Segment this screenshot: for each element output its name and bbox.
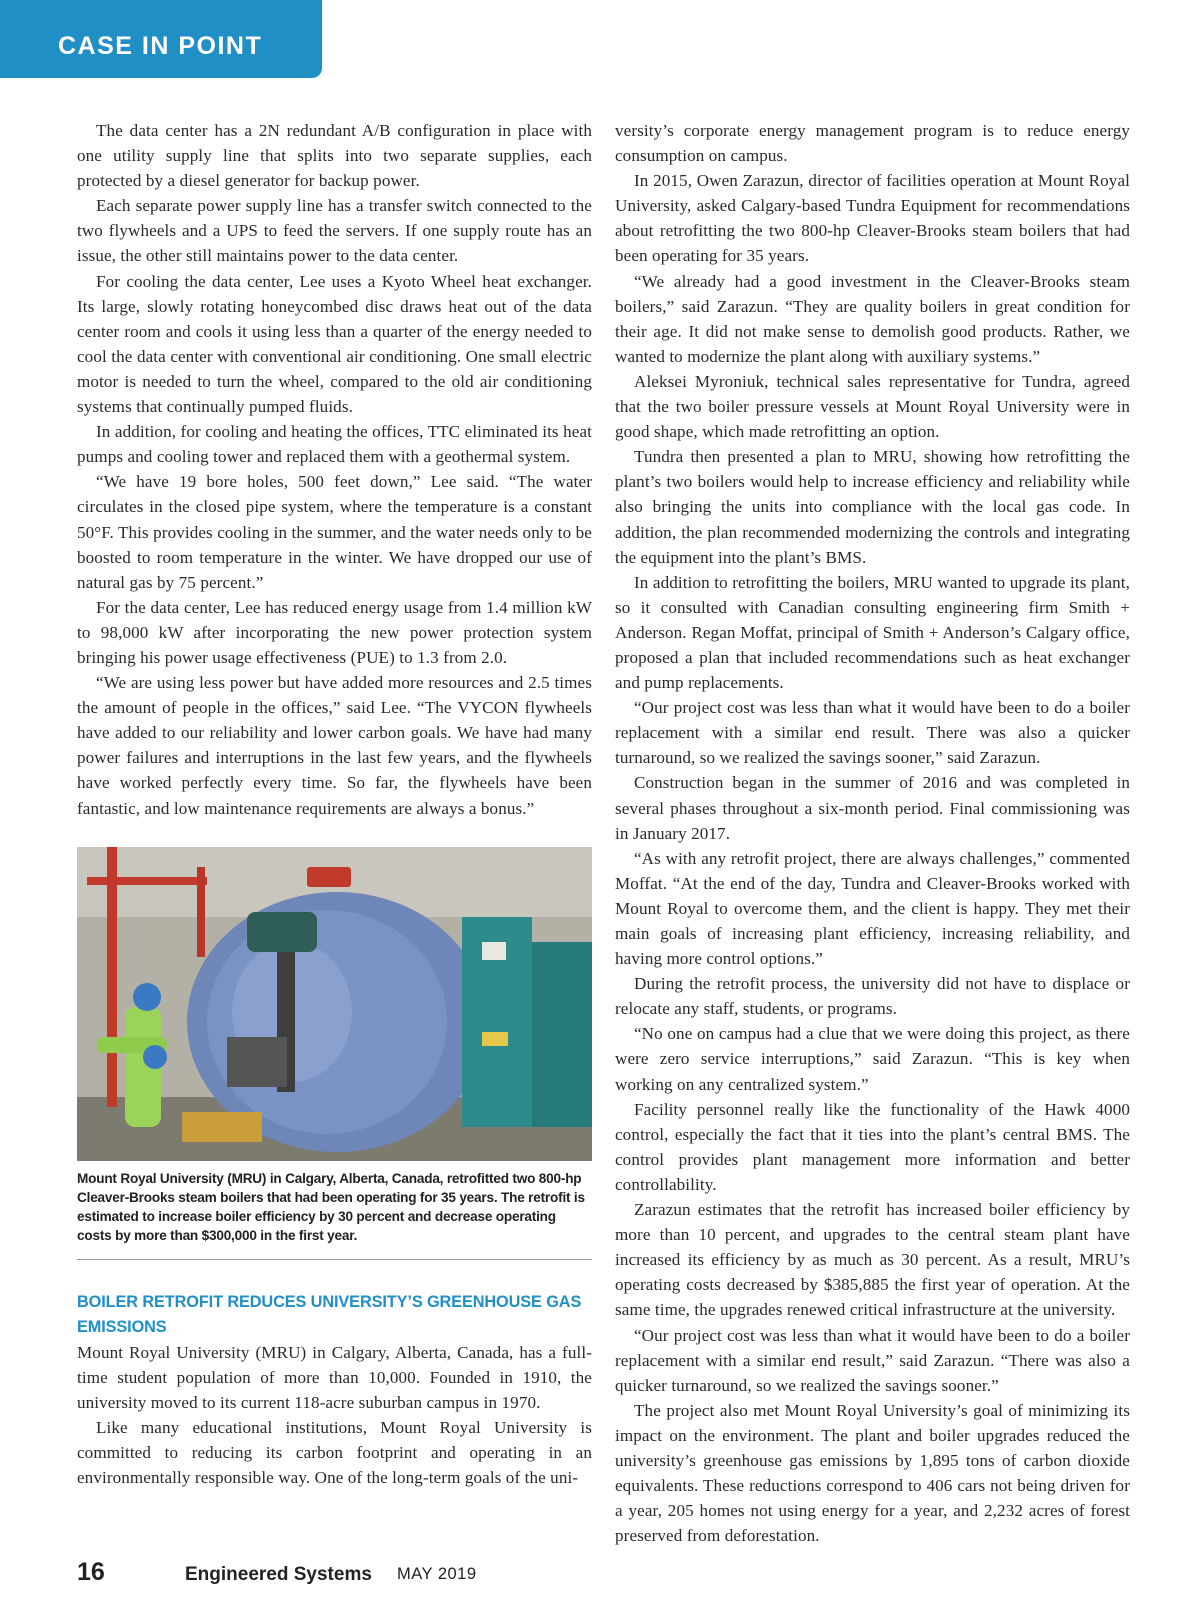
body-paragraph: “We have 19 bore holes, 500 feet down,” Lee said. “The water circulates in the closed pipe system, where the temperature is a constant 50°F. This provides cooling in the summer, and the water needs only to be boosted to room temperature in the winter. We have dropped our use of natural gas by 75 percent.” [77, 472, 592, 592]
body-paragraph: “Our project cost was less than what it would have been to do a boiler replacement with a similar end result. There was also a quicker turnaround, so we realized the savings sooner,” said Zarazun. [615, 698, 1130, 768]
right-column [615, 118, 1130, 1548]
body-paragraph: The data center has a 2N redundant A/B configuration in place with one utility supply line that splits into two separate supplies, each protected by a diesel generator for backup power. [77, 121, 592, 191]
body-paragraph: versity’s corporate energy management program is to reduce energy consumption on campus. [615, 121, 1130, 166]
body-paragraph: “As with any retrofit project, there are always challenges,” commented Moffat. “At the end of the day, Tundra and Cleaver-Brooks worked with Mount Royal to overcome them, and the client is happy. They met their main goals of increasing plant efficiency, increasing reliability, and having more control options.” [615, 848, 1130, 969]
section-tab-label: CASE IN POINT [58, 32, 263, 60]
body-paragraph: In addition, for cooling and heating the offices, TTC eliminated its heat pumps and cooling tower and replaced them with a geothermal system. [77, 422, 592, 467]
boiler-illustration [77, 847, 592, 1161]
caption-divider [77, 1259, 592, 1260]
section-heading: BOILER RETROFIT REDUCES UNIVERSITY’S GREENHOUSE GAS EMISSIONS [77, 1292, 582, 1336]
body-paragraph: The project also met Mount Royal University’s goal of minimizing its impact on the environment. The plant and boiler upgrades reduced the university’s greenhouse gas emissions by 1,895 tons of carbon dioxide equivalents. These reductions correspond to 406 cars not being driven for a year, 205 homes not using energy for a year, and 2,232 acres of forest preserved from deforestation. [615, 1400, 1130, 1546]
body-paragraph: Construction began in the summer of 2016 and was completed in several phases throughout a six-month period. Final commissioning was in January 2017. [615, 773, 1130, 843]
issue-date: MAY 2019 [397, 1565, 477, 1583]
body-paragraph: Each separate power supply line has a transfer switch connected to the two flywheels and a UPS to feed the servers. If one supply route has an issue, the other still maintains power to the data center. [77, 196, 592, 266]
body-paragraph: “No one on campus had a clue that we were doing this project, as there were zero service interruptions,” said Zarazun. “This is key when working on any centralized system.” [615, 1024, 1130, 1094]
left-column [77, 118, 592, 1490]
body-paragraph: Zarazun estimates that the retrofit has increased boiler efficiency by more than 10 percent, and upgrades to the central steam plant have increased its efficiency by as much as 30 percent. As a result, MRU’s operating costs decreased by $385,885 the first year of operation. At the same time, the upgrades renewed critical infrastructure at the university. [615, 1200, 1130, 1320]
section-tab [0, 0, 322, 78]
body-paragraph: “Our project cost was less than what it would have been to do a boiler replacement with a similar end result,” said Zarazun. “There was also a quicker turnaround, so we realized the savings sooner.” [615, 1325, 1130, 1395]
body-paragraph: Facility personnel really like the functionality of the Hawk 4000 control, especially the fact that it ties into the plant’s central BMS. The control provides plant management more information and better controllability. [615, 1099, 1130, 1194]
body-paragraph: For the data center, Lee has reduced energy usage from 1.4 million kW to 98,000 kW after incorporating the new power protection system bringing his power usage effectiveness (PUE) to 1.3 from 2.0. [77, 597, 592, 667]
page-number: 16 [77, 1558, 105, 1586]
body-paragraph: In addition to retrofitting the boilers, MRU wanted to upgrade its plant, so it consulted with Canadian consulting engineering firm Smith + Anderson. Regan Moffat, principal of Smith + Anderson’s Calgary office, proposed a plan that included recommendations such as heat exchanger and pump replacements. [615, 572, 1130, 693]
photo-caption: Mount Royal University (MRU) in Calgary, Alberta, Canada, retrofitted two 800-hp Cleaver-Brooks steam boilers that had been operating for 35 years. The retrofit is estimated to increase boiler efficiency by 30 percent and decrease operating costs by more than $300,000 in the first year. [77, 1170, 585, 1243]
body-paragraph: “We are using less power but have added more resources and 2.5 times the amount of people in the offices,” said Lee. “The VYCON flywheels have added to our reliability and lower carbon goals. We have had many power failures and interruptions in the last few years, and the flywheels have worked perfectly every time. So far, the flywheels have been fantastic, and low maintenance requirements are always a bonus.” [77, 673, 592, 818]
body-paragraph: In 2015, Owen Zarazun, director of facilities operation at Mount Royal University, asked Calgary-based Tundra Equipment for recommendations about retrofitting the two 800-hp Cleaver-Brooks steam boilers that had been operating for 35 years. [615, 171, 1130, 266]
body-paragraph: Aleksei Myroniuk, technical sales representative for Tundra, agreed that the two boiler pressure vessels at Mount Royal University were in good shape, which made retrofitting an option. [615, 371, 1130, 442]
body-paragraph: Mount Royal University (MRU) in Calgary, Alberta, Canada, has a full-time student population of more than 10,000. Founded in 1910, the university moved to its current 118-acre suburban campus in 1970. [77, 1342, 592, 1412]
body-paragraph: Tundra then presented a plan to MRU, showing how retrofitting the plant’s two boilers would help to increase efficiency and reliability while also bringing the units into compliance with the local gas code. In addition, the plan recommended modernizing the controls and integrating the equipment into the plant’s BMS. [615, 447, 1130, 567]
magazine-title: Engineered Systems [185, 1564, 372, 1585]
body-paragraph: “We already had a good investment in the Cleaver-Brooks steam boilers,” said Zarazun. “They are quality boilers in great condition for their age. It did not make sense to demolish good products. Rather, we wanted to modernize the plant along with auxiliary systems.” [615, 271, 1130, 366]
body-paragraph: During the retrofit process, the university did not have to displace or relocate any staff, students, or programs. [615, 974, 1130, 1019]
body-paragraph: Like many educational institutions, Mount Royal University is committed to reducing its carbon footprint and operating in an environmentally responsible way. One of the long-term goals of the uni- [77, 1417, 592, 1488]
body-paragraph: For cooling the data center, Lee uses a Kyoto Wheel heat exchanger. Its large, slowly rotating honeycombed disc draws heat out of the data center room and cools it using less than a quarter of the energy needed to cool the data center with conventional air conditioning. One small electric motor is needed to turn the wheel, compared to the old air conditioning systems that continually pumped fluids. [77, 271, 592, 417]
boiler-photo [77, 847, 592, 1161]
